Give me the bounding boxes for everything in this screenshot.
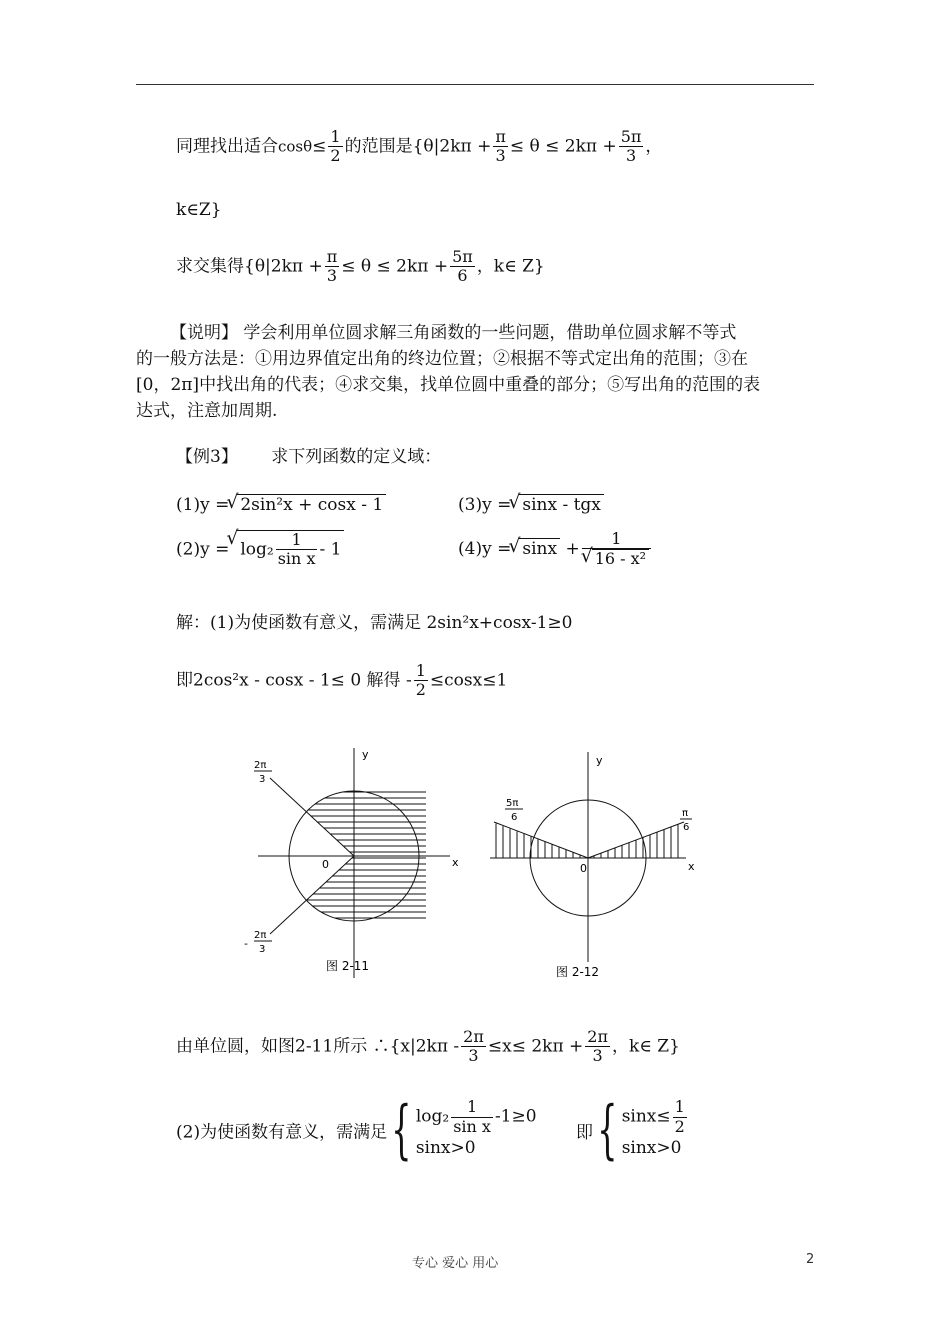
text: 即 bbox=[575, 1122, 593, 1143]
fraction: $\frac{2\pi}{3}$ bbox=[587, 1027, 608, 1066]
label-2pi3-num: 2π bbox=[254, 760, 267, 771]
text: ，k∈ Z} bbox=[612, 1036, 680, 1057]
x-label: x bbox=[452, 856, 459, 869]
text: ，k∈ Z} bbox=[476, 256, 545, 277]
note-line-3: [0，2π]中找出角的代表；④求交集，找单位圆中重叠的部分；⑤写出角的范围的表 bbox=[136, 375, 761, 395]
cos-range-line bbox=[176, 128, 662, 166]
figure-caption: 图 2-11 bbox=[326, 959, 370, 973]
page-number: 2 bbox=[806, 1252, 815, 1267]
text: ≤ θ ≤ 2kπ + bbox=[509, 136, 617, 157]
ray-2pi3 bbox=[270, 778, 354, 856]
text: (1)y = bbox=[176, 495, 230, 515]
ray-neg-2pi3 bbox=[270, 856, 354, 934]
text: ≤ θ ≤ 2kπ + bbox=[341, 256, 449, 277]
figure-2-12 bbox=[490, 752, 695, 979]
fraction: $\frac{2\pi}{3}$ bbox=[463, 1027, 484, 1066]
x-label: x bbox=[688, 860, 695, 873]
text: 即2cos²x - cosx - 1≤ 0 解得 - bbox=[176, 670, 412, 691]
fraction: $\frac{\pi}{3}$ bbox=[495, 127, 506, 166]
function-2 bbox=[176, 530, 344, 569]
label-pi6-den: 6 bbox=[683, 822, 690, 833]
function-4 bbox=[458, 530, 653, 569]
example-heading bbox=[176, 442, 441, 467]
condition-system: log₂ $\frac{1}{\text{sin x}}$ -1≥0 sinx>0 bbox=[415, 1097, 537, 1159]
unit-circle-figures bbox=[230, 740, 710, 990]
fraction: $\frac{5\pi}{6}$ bbox=[452, 247, 473, 286]
label-pi6-num: π bbox=[682, 808, 689, 819]
solution-line-1: 解：(1)为使函数有意义，需满足 2sin²x+cosx-1≥0 bbox=[176, 613, 573, 633]
fraction: 1 √ 16 - x² bbox=[582, 530, 651, 569]
text: 求交集得{θ|2kπ + bbox=[176, 256, 323, 277]
brace-icon: { bbox=[597, 1093, 618, 1167]
cos-range-line-cont: k∈Z} bbox=[176, 200, 222, 220]
sqrt-expr: √ log₂ $\frac{1}{\text{sin x}}$ - 1 bbox=[237, 530, 344, 569]
part2-line bbox=[176, 1093, 689, 1167]
sqrt-expr: √ sinx bbox=[519, 538, 560, 559]
conclusion-line bbox=[176, 1028, 680, 1066]
ray-5pi6 bbox=[494, 822, 588, 858]
text: cosθ bbox=[278, 137, 313, 156]
y-label: y bbox=[362, 748, 369, 761]
header-rule bbox=[136, 84, 814, 85]
intersection-line bbox=[176, 248, 545, 286]
origin-label: 0 bbox=[322, 858, 329, 871]
text: (4)y = bbox=[458, 538, 512, 559]
example-prompt: 求下列函数的定义域： bbox=[271, 447, 442, 467]
text: 同理找出适合 bbox=[176, 136, 278, 157]
footer-slogan: 专心 爱心 用心 bbox=[412, 1256, 499, 1271]
fraction: $\frac{\pi}{3}$ bbox=[326, 247, 338, 286]
sqrt-expr: √ 2sin²x + cosx - 1 bbox=[237, 494, 386, 515]
text: ≤ bbox=[312, 136, 327, 157]
label-neg-2pi3-den: 3 bbox=[259, 944, 266, 955]
note-line-1: 【说明】 学会利用单位圆求解三角函数的一些问题，借助单位圆求解不等式 bbox=[170, 323, 737, 343]
brace-icon: { bbox=[391, 1093, 412, 1167]
minus-sign: - bbox=[244, 937, 248, 950]
label-5pi6-num: 5π bbox=[506, 798, 519, 809]
fraction: $\frac{1}{2}$ bbox=[415, 661, 426, 700]
label-5pi6-den: 6 bbox=[511, 812, 518, 823]
text: (3)y = bbox=[458, 495, 512, 515]
condition-system: sinx≤ $\frac{1}{2}$ sinx>0 bbox=[621, 1097, 685, 1159]
text: (2)y = bbox=[176, 539, 230, 560]
function-1 bbox=[176, 494, 386, 515]
example-title: 【例3】 bbox=[176, 447, 238, 467]
label-2pi3-den: 3 bbox=[259, 774, 266, 785]
text: 由单位圆，如图2-11所示 ∴{x|2kπ - bbox=[176, 1036, 460, 1057]
label-neg-2pi3-num: 2π bbox=[254, 930, 267, 941]
text: ≤x≤ 2kπ + bbox=[487, 1036, 584, 1057]
solution-line-2 bbox=[176, 662, 507, 700]
fraction: $\frac{1}{2}$ bbox=[330, 127, 341, 166]
text: 的范围是{θ|2kπ + bbox=[344, 136, 492, 157]
sqrt-expr: √ sinx - tgx bbox=[519, 494, 604, 515]
text: + bbox=[565, 538, 580, 559]
text: ≤cosx≤1 bbox=[429, 670, 508, 691]
y-label: y bbox=[596, 754, 603, 767]
text: ， bbox=[645, 136, 663, 157]
note-line-4: 达式，注意加周期. bbox=[136, 401, 278, 421]
figure-2-11 bbox=[244, 748, 459, 978]
figure-caption: 图 2-12 bbox=[556, 965, 600, 979]
note-line-2: 的一般方法是：①用边界值定出角的终边位置；②根据不等式定出角的范围；③在 bbox=[136, 349, 748, 369]
origin-label: 0 bbox=[580, 862, 587, 875]
function-3 bbox=[458, 494, 604, 515]
fraction: $\frac{5\pi}{3}$ bbox=[620, 127, 642, 166]
text: (2)为使函数有意义，需满足 bbox=[176, 1122, 388, 1143]
